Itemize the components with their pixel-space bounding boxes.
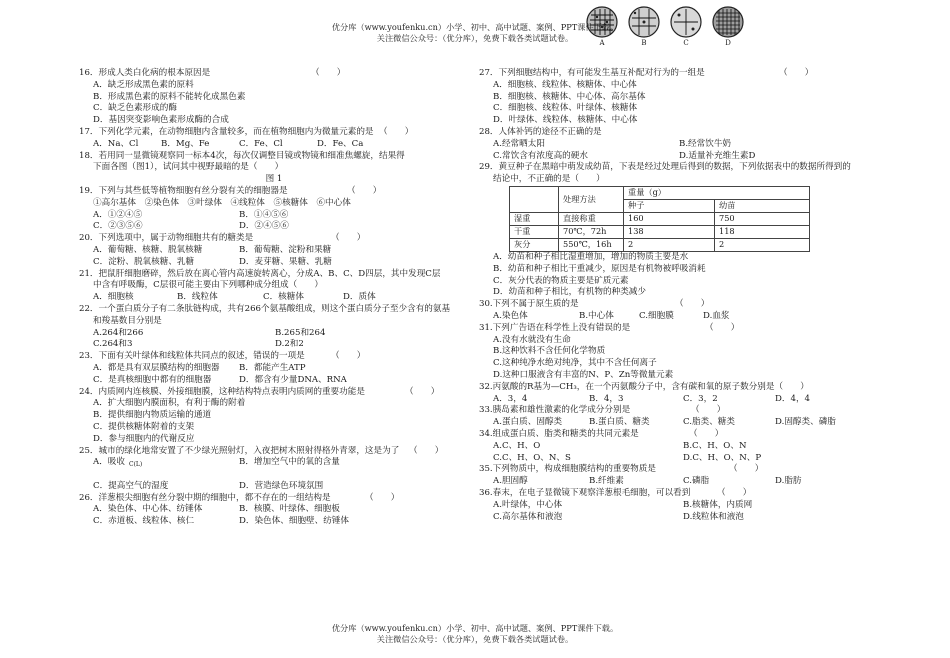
answer-paren: （ ） — [409, 445, 444, 456]
option-d: D.线粒体和液泡 — [683, 511, 744, 522]
option-b: B．提供细胞内物质运输的通道 — [93, 410, 212, 421]
question-stem: 35.下列物质中，构成细胞膜结构的重要物质是 — [479, 464, 656, 475]
question-29 — [479, 162, 899, 299]
question-stem: 32.丙氨酸的R基为—CH₃，在一个丙氨酸分子中，含有碳和氧的原子数分别是（ ） — [479, 381, 809, 392]
table-cell: 750 — [715, 212, 810, 225]
answer-paren: （ ） — [729, 464, 764, 475]
question-items: ①高尔基体 ②染色体 ③叶绿体 ④线粒体 ⑤核糖体 ⑥中心体 — [93, 197, 351, 208]
question-21 — [79, 269, 469, 304]
option-c: C.高尔基体和液泡 — [493, 511, 563, 522]
option-c: C.C、H、O、N、S — [493, 452, 571, 463]
answer-paren: （ ） — [717, 487, 752, 498]
answer-paren: （ ） — [311, 68, 346, 78]
question-stem: 29．黄豆种子在黑暗中萌发成幼苗，下表是经过处理后得到的数据，下列依据表中的数据所得到的 — [479, 162, 851, 173]
option-c: C.264和3 — [93, 339, 133, 350]
question-stem: 18．若用同一显微镜观察同一标本4次，每次仅调整目镜或物镜和细准焦螺旋，结果得 — [79, 150, 405, 161]
question-stem-cont: 和羧基数目分别是 — [93, 315, 162, 326]
question-24 — [79, 387, 469, 446]
answer-paren: （ ） — [365, 492, 400, 503]
answer-paren: （ ） — [347, 185, 382, 196]
option-c: C.常饮含有浓度高的硬水 — [493, 150, 588, 161]
option-a: A．①②④⑤ — [93, 209, 143, 220]
footer-line-2: 关注微信公众号：（优分库），免费下载各类试题试卷。 — [376, 634, 574, 644]
option-d: D．基因突变影响色素形成酶的合成 — [93, 115, 229, 126]
question-stem-cont: 中含有呼吸酶，C层很可能主要由下列哪种成分组成 — [93, 280, 289, 291]
page-header — [285, 22, 665, 44]
option-b: B.这种饮料不含任何化学物质 — [493, 346, 606, 357]
table-header-seedling: 幼苗 — [715, 199, 810, 212]
question-stem: 22．一个蛋白质分子有二条肽链构成，共有266个氨基酸组成，则这个蛋白质分子至少含有的氨基 — [79, 303, 451, 314]
option-a: A.264和266 — [93, 327, 144, 338]
option-d: D．幼苗和种子相比，有机物的种类减少 — [493, 287, 646, 298]
answer-paren: （ ） — [779, 68, 814, 78]
question-35 — [479, 464, 899, 488]
question-31 — [479, 323, 899, 382]
table-cell: 直接称重 — [559, 212, 624, 225]
figure-label-b: B — [641, 39, 647, 47]
option-c: C．Fe、Cl — [239, 138, 283, 149]
question-22 — [79, 304, 469, 351]
option-b: B.265和264 — [275, 327, 326, 338]
option-b: B.中心体 — [579, 310, 614, 321]
question-stem: 17．下列化学元素，在动物细胞内含量较多，而在植物细胞内为微量元素的是 — [79, 126, 374, 137]
question-stem: 25．城市的绿化地常安置了不少绿光照射灯，入夜把树木照射得格外青翠，这是为了 — [79, 445, 400, 456]
option-b: B．增加空气中的氧的含量 — [239, 457, 340, 468]
option-d: D．营造绿色环境氛围 — [239, 480, 324, 491]
footer-line-1: 优分库（www.youfenku.cn）小学、初中、高中试题、案例、PPT课件下载。 — [331, 623, 619, 633]
data-table — [509, 186, 810, 252]
option-d: D．叶绿体、线粒体、核糖体、中心体 — [493, 115, 638, 126]
figure-caption: 图 1 — [265, 174, 283, 185]
question-stem: 24．内质网内连核膜、外接细胞膜，这种结构特点表明内质网的重要功能是 — [79, 386, 365, 397]
option-d: D．染色体、细胞壁、纺锤体 — [239, 516, 350, 527]
answer-paren: （ ） — [288, 280, 324, 291]
option-d: D.脂肪 — [775, 476, 802, 487]
answer-paren: （ ） — [570, 174, 605, 185]
answer-paren: （ ） — [379, 126, 414, 137]
option-a: A．3，4 — [493, 393, 528, 404]
question-34 — [479, 429, 899, 464]
option-b: B．①④⑤⑥ — [239, 209, 289, 220]
table-header-weight: 重量（g） — [624, 186, 810, 199]
option-a: A.胆固醇 — [493, 476, 528, 487]
option-b: B．Mg、Fe — [161, 138, 210, 149]
question-stem: 19．下列与其些低等植物细胞有丝分裂有关的细胞器是 — [79, 185, 288, 196]
microscope-view-c-icon — [670, 6, 702, 38]
table-header-method: 处理方法 — [559, 186, 624, 212]
option-a: A.经常晒太阳 — [493, 138, 545, 149]
option-b: B.核糖体，内质网 — [683, 499, 753, 510]
option-d: D.C、H、O、N、P — [683, 452, 762, 463]
table-cell — [510, 186, 559, 212]
table-cell: 2 — [624, 238, 715, 251]
table-cell: 118 — [715, 225, 810, 238]
answer-paren: （ ） — [331, 233, 366, 244]
option-b: B.蛋白质、糖类 — [589, 417, 650, 428]
option-b: B．形成黑色素的原料不能转化成黑色素 — [93, 91, 246, 102]
option-a: A．葡萄糖、核糖、脱氧核糖 — [93, 244, 203, 255]
figure-d — [712, 6, 744, 47]
table-cell: 2 — [715, 238, 810, 251]
header-line-2: 关注微信公众号：（优分库），免费下载各类试题试卷。 — [376, 33, 574, 43]
answer-paren: （ ） — [675, 299, 710, 310]
question-stem: 31.下列广告语在科学性上没有错误的是 — [479, 322, 631, 333]
table-row — [510, 238, 810, 251]
question-20 — [79, 233, 469, 268]
option-b: B.纤维素 — [589, 476, 624, 487]
answer-paren: （ ） — [331, 351, 366, 362]
option-c: C.细胞膜 — [639, 310, 674, 321]
option-a: A．细胞核 — [93, 292, 134, 303]
question-28 — [479, 127, 899, 162]
option-b: B．4，3 — [589, 393, 624, 404]
option-c: C．核糖体 — [263, 292, 304, 303]
option-d: D．Fe、Ca — [317, 138, 364, 149]
question-16 — [79, 68, 469, 127]
table-header-row — [510, 186, 810, 199]
question-stem: 36.春末，在电子显微镜下观察洋葱根毛细胞，可以看到 — [479, 487, 691, 498]
option-c: C.磷脂 — [683, 476, 710, 487]
option-d: D．参与细胞内的代谢反应 — [93, 433, 195, 444]
left-column — [79, 68, 469, 528]
option-a: A.叶绿体，中心体 — [493, 499, 563, 510]
question-19 — [79, 186, 469, 233]
option-c: C．缺乏色素形成的酶 — [93, 103, 177, 114]
option-c: C．②③⑤⑥ — [93, 221, 143, 232]
option-c: C．赤道板、线粒体、核仁 — [93, 516, 195, 527]
option-c: C．提高空气的湿度 — [93, 480, 169, 491]
option-a: A．扩大细胞内膜面积，有利于酶的附着 — [93, 398, 246, 409]
option-c: C.脂类、糖类 — [683, 417, 735, 428]
question-32 — [479, 382, 899, 406]
question-stem: 26．洋葱根尖细胞有丝分裂中期的细胞中，都不存在的一组结构是 — [79, 492, 331, 503]
option-d: D．麦芽糖、果糖、乳糖 — [239, 256, 332, 267]
option-b: B.经常饮牛奶 — [679, 138, 732, 149]
answer-paren: （ ） — [248, 162, 284, 173]
question-23 — [79, 351, 469, 386]
option-b: B.C、H、O、N — [683, 440, 747, 451]
option-a: A.C、H、O — [493, 440, 541, 451]
question-stem: 21．把鼠肝细胞磨碎，然后放在离心管内高速旋转离心，分成A、B、C、D四层，其中发现C层 — [79, 268, 441, 279]
option-a: A.染色体 — [493, 310, 528, 321]
table-cell: 138 — [624, 225, 715, 238]
table-cell: 70℃，72h — [559, 225, 624, 238]
question-stem: 33.胰岛素和雄性激素的化学成分分别是 — [479, 405, 631, 416]
question-stem: 20．下列选项中，属于动物细胞共有的糖类是 — [79, 233, 254, 244]
option-c: C．3，2 — [683, 393, 718, 404]
option-b: B．细胞核、核糖体、中心体、高尔基体 — [493, 91, 646, 102]
option-c: C.这种纯净水绝对纯净，其中不含任何离子 — [493, 358, 657, 369]
question-26 — [79, 493, 469, 528]
question-stem: 34.组成蛋白质、脂类和糖类的共同元素是 — [479, 428, 639, 439]
option-a: A．细胞核、线粒体、核糖体、中心体 — [493, 79, 637, 90]
option-d: D．都含有少量DNA、RNA — [239, 374, 347, 385]
option-a: A.没有水就没有生命 — [493, 334, 571, 345]
microscope-view-d-icon — [712, 6, 744, 38]
option-a: A．缺乏形成黑色素的原料 — [93, 79, 194, 90]
question-stem: 23．下面有关叶绿体和线粒体共同点的叙述，错误的一项是 — [79, 351, 305, 362]
table-cell: 湿重 — [510, 212, 559, 225]
option-d: D.血浆 — [703, 310, 730, 321]
table-row — [510, 212, 810, 225]
figure-label-c: C — [683, 39, 689, 47]
table-cell: 灰分 — [510, 238, 559, 251]
option-d: D.固醇类、磷脂 — [775, 417, 836, 428]
answer-paren: （ ） — [705, 322, 740, 333]
option-a: A．吸收 — [93, 457, 125, 468]
question-stem-cont: 结论中，不正确的是 — [493, 174, 571, 185]
table-cell: 干重 — [510, 225, 559, 238]
option-a-note: C(L) — [129, 461, 143, 469]
question-33 — [479, 405, 899, 429]
option-a: A．都是具有双层膜结构的细胞器 — [93, 362, 220, 373]
option-a: A．Na、Cl — [93, 138, 139, 149]
page-footer — [285, 623, 665, 645]
answer-paren: （ ） — [691, 405, 726, 416]
question-stem: 27．下列细胞结构中，有可能发生基互补配对行为的一组是 — [479, 68, 705, 78]
option-d: D.适量补充维生素D — [679, 150, 756, 161]
option-d: D．4，4 — [775, 393, 811, 404]
answer-paren: （ ） — [405, 386, 440, 397]
option-a: A.蛋白质、固醇类 — [493, 417, 563, 428]
question-25 — [79, 446, 469, 493]
option-d: D．②④⑤⑥ — [239, 221, 289, 232]
option-d: D.2和2 — [275, 339, 304, 350]
option-a: A．幼苗和种子相比湿重增加，增加的物质主要是水 — [493, 251, 689, 262]
right-column — [479, 68, 899, 523]
table-cell: 160 — [624, 212, 715, 225]
table-row — [510, 225, 810, 238]
question-18 — [79, 151, 469, 186]
header-line-1: 优分库（www.youfenku.cn）小学、初中、高中试题、案例、PPT课件下载。 — [331, 22, 619, 32]
option-c: C．灰分代表的物质主要是矿质元素 — [493, 275, 629, 286]
table-cell: 550℃，16h — [559, 238, 624, 251]
figure-c — [670, 6, 702, 47]
question-stem: 28．人体补钙的途径不正确的是 — [479, 126, 602, 137]
option-c: C．是真核细胞中都有的细胞器 — [93, 374, 212, 385]
question-stem-cont: 下面各图（图1），试问其中视野最暗的是 — [93, 162, 249, 173]
option-c: C．提供核糖体附着的支架 — [93, 421, 195, 432]
option-b: B．线粒体 — [177, 292, 218, 303]
option-c: C．细胞核、线粒体、叶绿体、核糖体 — [493, 103, 638, 114]
option-b: B．葡萄糖、淀粉和果糖 — [239, 244, 332, 255]
figure-label-a: A — [599, 39, 605, 47]
question-27 — [479, 68, 899, 127]
option-c: C．淀粉、脱氧核糖、乳糖 — [93, 256, 195, 267]
question-stem: 30.下列不属于原生质的是 — [479, 299, 579, 310]
table-header-seed: 种子 — [624, 199, 715, 212]
option-b: B．核膜、叶绿体、细胞板 — [239, 504, 340, 515]
option-b: B．幼苗和种子相比干重减少，原因是有机物被呼吸消耗 — [493, 263, 706, 274]
figure-label-d: D — [725, 39, 731, 47]
question-17 — [79, 127, 469, 151]
option-a: A．染色体、中心体、纺锤体 — [93, 504, 203, 515]
question-36 — [479, 488, 899, 523]
question-stem: 16．形成人类白化病的根本原因是 — [79, 68, 211, 78]
question-30 — [479, 299, 899, 323]
answer-paren: （ ） — [689, 428, 724, 439]
option-d: D.这种口服液含有丰富的N、P、Zn等微量元素 — [493, 369, 674, 380]
option-d: D．质体 — [343, 292, 376, 303]
option-b: B．都能产生ATP — [239, 362, 306, 373]
